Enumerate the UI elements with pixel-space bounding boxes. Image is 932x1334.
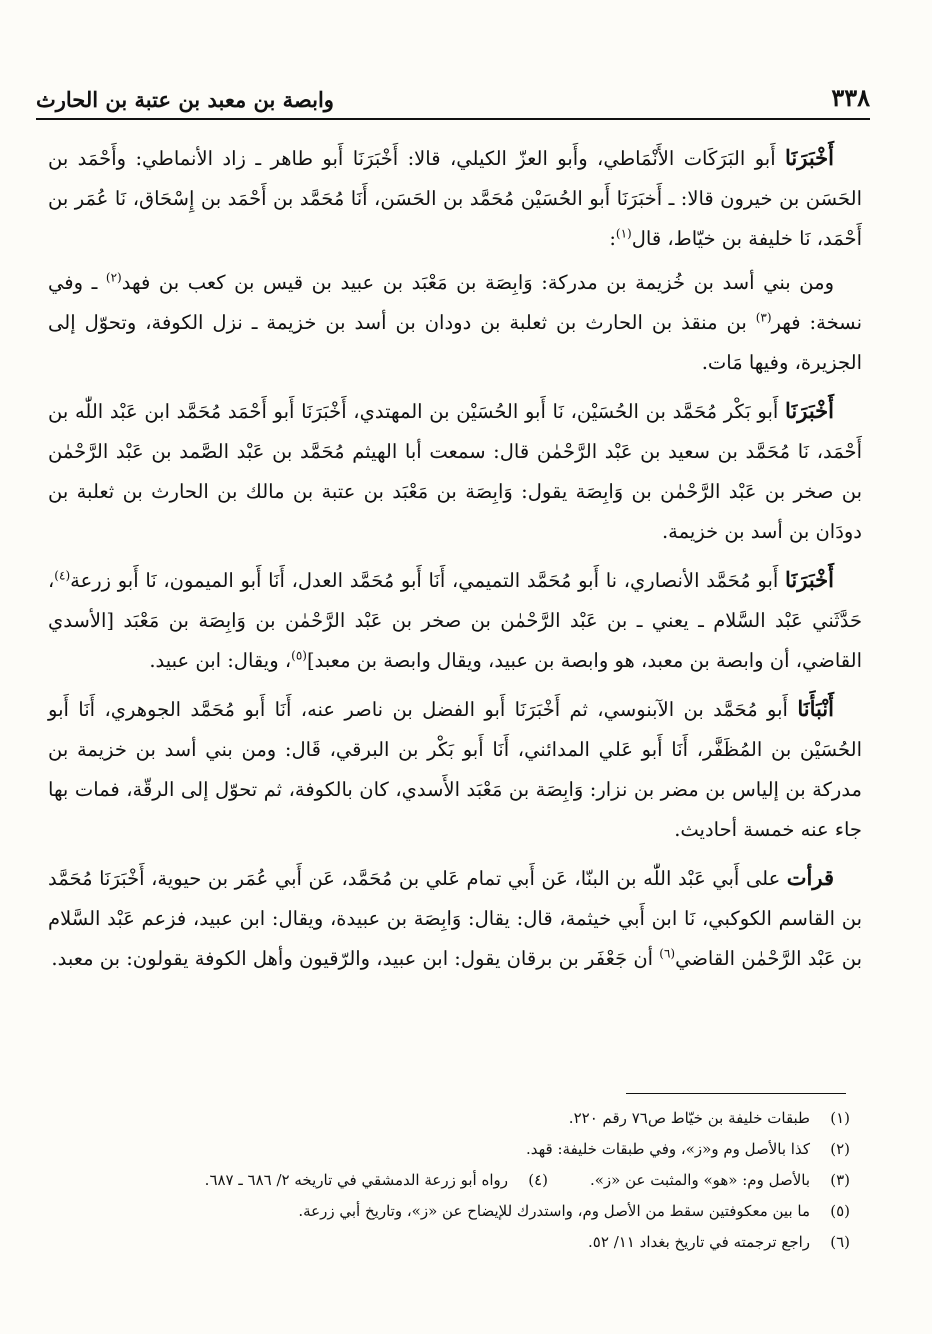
footnote-ref: (٦): [659, 946, 676, 961]
footnote-number: (١): [830, 1109, 850, 1127]
footnote-text: كذا بالأصل وم و«ز»، وفي طبقات خليفة: قهد.: [525, 1140, 810, 1158]
footnote-number: (٦): [830, 1233, 850, 1251]
paragraph-4: [48, 560, 862, 681]
page-header: [36, 72, 870, 112]
page-number: ٣٣٨: [831, 83, 870, 112]
paragraph-text: أَبو البَرَكَات الأَنْمَاطي، وأَبو العزّ الكيلي، قالا: أَخْبَرَنَا أَبو طاهر ـ زاد الأنماطي: وأَحْمَد بن الحَسَن بن خيرون قالا: ـ أَخبَرَنَا أَبو الحُسَيْن مُحَمَّد بن الحَسَن، أَنَا مُحَمَّد بن أَحْمَد بن إِسْحَاق، نَا عُمَر بن أَحْمَد، نَا خليفة بن خيّاط، قال: [48, 147, 862, 250]
running-title: وابصة بن معبد بن عتبة بن الحارث: [36, 87, 334, 112]
footnote-2: [60, 1134, 850, 1165]
footnote-ref: (٢): [105, 270, 122, 285]
footnote-text: رواه أبو زرعة الدمشقي في تاريخه ٢/ ٦٨٦ ـ ٦٨٧.: [204, 1171, 508, 1189]
footnote-text: طبقات خليفة بن خيّاط ص٧٦ رقم ٢٢٠.: [568, 1109, 810, 1127]
paragraph-text-2: ـ وفي نسخة: فهر: [48, 271, 862, 334]
paragraph-lead: أَخْبَرَنَا: [785, 398, 834, 423]
footnote-number: (٤): [528, 1171, 548, 1189]
footnote-text: راجع ترجمته في تاريخ بغداد ١١/ ٥٢.: [588, 1233, 810, 1251]
footnote-ref: (٥): [291, 648, 307, 663]
footnote-ref: (٤): [54, 568, 71, 583]
paragraph-tail: أن جَعْفَر بن برقان يقول: ابن عبيد، والرّقيون وأهل الكوفة يقولون: بن معبد.: [51, 947, 660, 970]
paragraph-5: [48, 689, 862, 850]
footnote-ref: (١): [615, 226, 632, 241]
paragraph-lead: أَخْبَرَنَا: [785, 145, 834, 170]
footnote-text: بالأصل وم: «هو» والمثبت عن «ز».: [589, 1171, 810, 1189]
footnote-6: [60, 1227, 850, 1258]
main-text: [48, 138, 862, 987]
paragraph-text: أَبو مُحَمَّد بن الآبنوسي، ثم أَخْبَرَنَا أَبو الفضل بن ناصر عنه، أَنَا أَبو مُحَمَّد الجوهري، أَنَا أَبو الحُسَيْن بن المُظَفَّر، أَنَا أَبو عَلي المدائني، أَنَا أَبو بَكْر بن البرقي، قَال: ومن بني أسد بن خزيمة بن مدركة بن إلياس بن مضر بن نزار: وَابِصَة بن مَعْبَد الأَسدي، كان بالكوفة، ثم تحوّل إلى الرقّة، فمات بها جاء عنه خمسة أحاديث.: [48, 698, 862, 841]
footnote-1: [60, 1103, 850, 1134]
paragraph-lead: أَخْبَرَنَا: [785, 567, 834, 592]
footnote-5: [60, 1196, 850, 1227]
footnote-text: ما بين معكوفتين سقط من الأصل وم، واستدرك للإيضاح عن «ز»، وتاريخ أبي زرعة.: [298, 1202, 810, 1220]
paragraph-tail: :: [609, 227, 616, 250]
paragraph-tail: ، ويقال: ابن عبيد.: [149, 649, 292, 672]
footnote-ref: (٣): [755, 310, 772, 325]
footnote-number: (٢): [830, 1140, 850, 1158]
footnote-number: (٥): [830, 1202, 850, 1220]
footnote-rule: [626, 1093, 846, 1094]
paragraph-2: [48, 263, 862, 383]
paragraph-text: أَبو مُحَمَّد الأنصاري، نا أَبو مُحَمَّد التميمي، أَنَا أَبو مُحَمَّد العدل، أَنَا أَبو الميمون، نَا أَبو زرعة: [70, 569, 786, 592]
paragraph-text: ومن بني أسد بن خُزيمة بن مدركة: وَابِصَة بن مَعْبَد بن عبيد بن قيس بن كعب بن فهد: [121, 271, 834, 294]
paragraph-lead: أَنْبَأَنَا: [797, 696, 834, 721]
paragraph-6: [48, 858, 862, 979]
footnote-3-4: [60, 1165, 850, 1196]
paragraph-1: [48, 138, 862, 259]
paragraph-text: على أَبي عَبْد اللّٰه بن البنّا، عَن أَبي تمام عَلي بن مُحَمَّد، عَن أَبي عُمَر بن حيوية، أَخْبَرَنَا مُحَمَّد بن القاسم الكوكبي، نَا ابن أَبي خيثمة، قال: يقال: وَابِصَة بن عبيدة، ويقال: ابن عبيد، فزعم عَبْد السَّلام بن عَبْد الرَّحْمٰن القاضي: [48, 867, 862, 970]
header-rule: [36, 118, 870, 120]
paragraph-tail: بن منقذ بن الحارث بن ثعلبة بن دودان بن أسد بن خزيمة ـ نزل الكوفة، وتحوّل إلى الجزيرة، وفيها مَات.: [48, 311, 862, 374]
paragraph-text-2: ، حَدَّثَني عَبْد السَّلام ـ يعني ـ بن عَبْد الرَّحْمٰن بن صخر بن عَبْد الرَّحْمٰن بن وَابِصَة بن مَعْبَد [الأسدي القاضي، أن وابصة بن معبد، هو وابصة بن عبيد، ويقال وابصة بن معبد]: [48, 569, 862, 672]
footnotes: [60, 1103, 850, 1258]
paragraph-text: أَبو بَكْر مُحَمَّد بن الحُسَيْن، نَا أَبو الحُسَيْن بن المهتدي، أَخْبَرَنَا أَبو أَحْمَد مُحَمَّد ابن عَبْد اللّٰه بن أَحْمَد، نَا مُحَمَّد بن سعيد بن عَبْد الرَّحْمٰن قال: سمعت أبا الهيثم مُحَمَّد بن عَبْد الصَّمد بن عَبْد الرَّحْمٰن بن صخر بن عَبْد الرَّحْمٰن بن وَابِصَة يقول: وَابِصَة بن مَعْبَد بن عتبة بن مالك بن الحارث بن ثعلبة بن دودَان بن أسد بن خزيمة.: [48, 400, 863, 543]
paragraph-lead: قرأت: [786, 865, 834, 890]
paragraph-3: [48, 391, 862, 552]
footnote-number: (٣): [830, 1171, 850, 1189]
